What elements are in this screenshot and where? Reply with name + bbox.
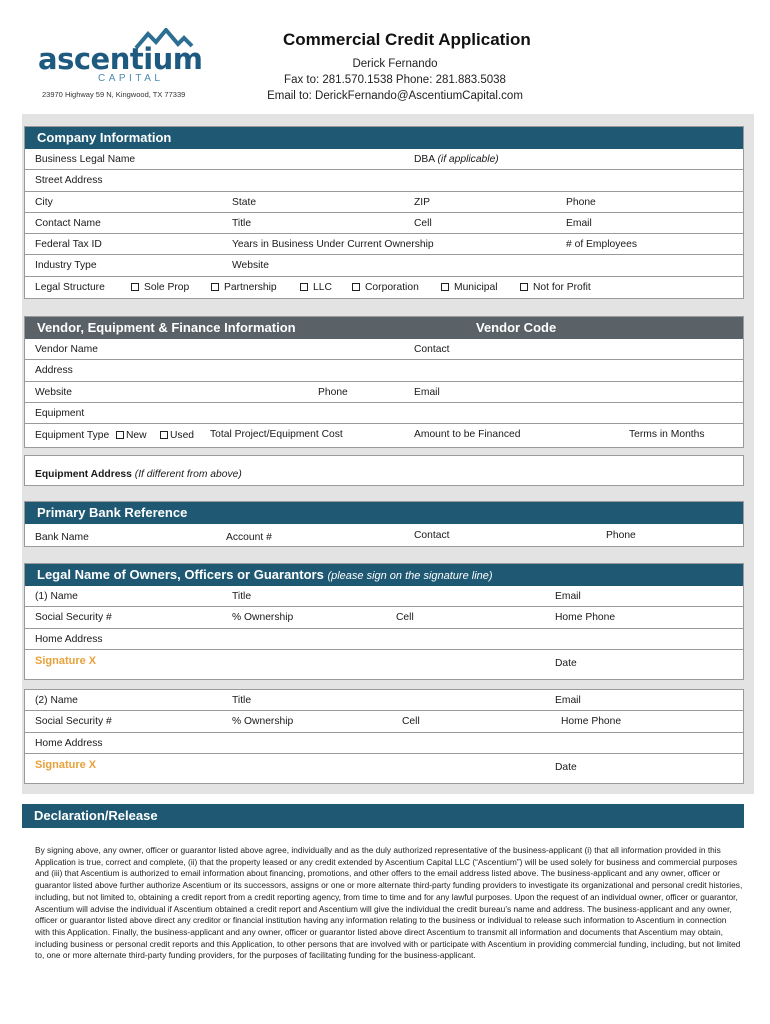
form-row[interactable] <box>25 524 743 546</box>
owner1-signature-label: Signature X <box>35 654 97 667</box>
owner2-name-label: (2) Name <box>35 695 78 706</box>
owner2-ssn-label: Social Security # <box>35 716 112 728</box>
form-row[interactable] <box>25 424 743 445</box>
dba-label: DBA (if applicable) <box>414 154 499 165</box>
checkbox-llc[interactable]: LLC <box>300 282 332 293</box>
checkbox-icon[interactable] <box>131 283 139 291</box>
total-cost-label: Total Project/Equipment Cost <box>210 429 343 441</box>
checkbox-icon[interactable] <box>520 283 528 291</box>
equipment-label: Equipment <box>35 407 85 419</box>
ascentium-logo <box>38 28 203 88</box>
form-row[interactable] <box>25 586 743 607</box>
owner1-title-label: Title <box>232 591 252 602</box>
cell-label: Cell <box>414 217 432 229</box>
owner1-ssn-label: Social Security # <box>35 612 112 624</box>
equipment-type-label: Equipment Type <box>35 430 110 442</box>
form-row[interactable] <box>25 733 743 754</box>
fax-phone: Fax to: 281.570.1538 Phone: 281.883.5038 <box>284 74 506 86</box>
owner2-title-label: Title <box>232 695 252 706</box>
vendor-website-label: Website <box>35 386 73 398</box>
form-row[interactable] <box>25 690 743 711</box>
years-in-business-label: Years in Business Under Current Ownership <box>232 239 434 251</box>
owner1-home-phone-label: Home Phone <box>555 612 616 624</box>
industry-type-label: Industry Type <box>35 260 97 272</box>
declaration-heading: Declaration/Release <box>22 804 744 828</box>
owner2-email-label: Email <box>555 695 581 706</box>
phone-label: Phone <box>566 196 596 208</box>
company-address: 23970 Highway 59 N, Kingwood, TX 77339 <box>42 90 186 99</box>
checkbox-icon[interactable] <box>352 283 360 291</box>
equipment-address-section[interactable] <box>24 455 744 486</box>
owner1-ownership-label: % Ownership <box>232 612 294 624</box>
vendor-section <box>24 316 744 448</box>
owner1-date-label: Date <box>555 657 577 669</box>
account-label: Account # <box>226 532 272 543</box>
form-row[interactable] <box>25 711 743 732</box>
form-row[interactable] <box>25 255 743 276</box>
form-row[interactable] <box>25 403 743 424</box>
form-row[interactable] <box>25 754 743 781</box>
owner2-home-phone-label: Home Phone <box>561 716 622 728</box>
form-row[interactable] <box>25 170 743 191</box>
owner2-home-address-label: Home Address <box>35 737 103 749</box>
checkbox-icon[interactable] <box>116 431 124 439</box>
bank-name-label: Bank Name <box>35 532 89 543</box>
owner2-ownership-label: % Ownership <box>232 716 294 728</box>
city-label: City <box>35 196 53 208</box>
owners-section-heading: Legal Name of Owners, Officers or Guarantors (please sign on the signature line) <box>25 564 743 586</box>
form-row[interactable] <box>25 607 743 628</box>
bank-contact-label: Contact <box>414 530 450 541</box>
vendor-contact-label: Contact <box>414 344 450 355</box>
owner2-date-label: Date <box>555 761 577 773</box>
zip-label: ZIP <box>414 196 431 208</box>
owners-section <box>24 563 744 680</box>
logo-subtitle: CAPITAL <box>98 73 164 84</box>
owner1-name-label: (1) Name <box>35 591 78 602</box>
checkbox-icon[interactable] <box>441 283 449 291</box>
form-row[interactable] <box>25 382 743 403</box>
checkbox-new[interactable]: New <box>116 430 147 441</box>
page-title: Commercial Credit Application <box>283 30 531 49</box>
owner1-cell-label: Cell <box>396 612 414 624</box>
checkbox-municipal[interactable]: Municipal <box>441 282 498 293</box>
checkbox-corporation[interactable]: Corporation <box>352 282 419 293</box>
form-row[interactable] <box>25 339 743 360</box>
vendor-email-label: Email <box>414 386 440 398</box>
owner2-section <box>24 689 744 784</box>
contact-name-label: Contact Name <box>35 217 101 229</box>
form-row[interactable] <box>25 234 743 255</box>
legal-structure-label: Legal Structure <box>35 281 105 293</box>
form-row[interactable] <box>25 360 743 381</box>
terms-label: Terms in Months <box>629 429 705 441</box>
vendor-heading-text: Vendor, Equipment & Finance Information <box>37 320 296 335</box>
owners-heading-note: (please sign on the signature line) <box>327 570 493 582</box>
checkbox-used[interactable]: Used <box>160 430 194 441</box>
state-label: State <box>232 196 257 208</box>
vendor-code-heading: Vendor Code <box>476 320 557 335</box>
owner1-home-address-label: Home Address <box>35 633 103 645</box>
vendor-name-label: Vendor Name <box>35 344 98 355</box>
vendor-address-label: Address <box>35 365 73 377</box>
tax-id-label: Federal Tax ID <box>35 239 102 251</box>
form-row[interactable] <box>25 650 743 677</box>
bank-section <box>24 501 744 547</box>
website-label: Website <box>232 260 270 272</box>
form-row <box>25 277 743 298</box>
amount-financed-label: Amount to be Financed <box>414 429 521 441</box>
form-row[interactable] <box>25 629 743 650</box>
business-legal-name-label: Business Legal Name <box>35 154 136 165</box>
bank-section-heading: Primary Bank Reference <box>25 502 743 524</box>
contact-email[interactable]: Email to: DerickFernando@AscentiumCapital.com <box>267 90 523 102</box>
page-header <box>0 0 770 112</box>
bank-phone-label: Phone <box>606 530 636 541</box>
checkbox-not-for-profit[interactable]: Not for Profit <box>520 282 591 293</box>
company-section-heading: Company Information <box>25 127 743 149</box>
form-row[interactable] <box>25 213 743 234</box>
contact-name: Derick Fernando <box>352 58 438 70</box>
street-address-label: Street Address <box>35 175 103 187</box>
email-label: Email <box>566 217 592 229</box>
form-row[interactable] <box>25 149 743 170</box>
owner1-email-label: Email <box>555 591 581 602</box>
contact-block <box>250 56 540 104</box>
company-section <box>24 126 744 299</box>
vendor-section-heading <box>25 317 743 339</box>
declaration-text: By signing above, any owner, officer or guarantor listed above agree, individually and as the duly authorized representative of the business-applicant (i) that all information provided in this Application is true, correct and complete, (ii) that the property leased or any credit extended by Ascentium Capital LLC (“Ascentium”) will be used solely for business and commercial purposes and (iii) that Ascentium is authorized to email information about financing, promotions, and other offers to the email address listed above. The business-applicant and any owner, officer or guarantor listed above further authorize Ascentium or its successors, assigns or one or more alternate third-party funding providers to investigate its organizational and personal credit histories, including, but not limited to, obtaining a credit report from a credit reporting agency, from time to time and for any lawful purposes. Upon the request of an individual owner, officer or guarantor, Ascentium will advise the individual if Ascentium obtained a credit report and Ascentium will give the individual the credit bureau’s name and address. The business-applicant and any owner, officer or guarantor listed above direct any creditor or financial institution having any information relating to the business or individual to release such information to Ascentium in connection with this Application. Finally, the business-applicant and any owner, officer or guarantor listed above direct Ascentium to transmit all information and documents that Ascentium may obtain, including business or personal credit reports and this Application, to other persons that are involved with or participate with Ascentium in providing commercial funding, including, but not limited to, one or more alternate third-party funding providers, for the purposes of facilitating funding for the business-applicant. <box>35 845 743 961</box>
employees-label: # of Employees <box>566 239 637 251</box>
checkbox-icon[interactable] <box>211 283 219 291</box>
owner2-cell-label: Cell <box>402 716 420 728</box>
title-label: Title <box>232 217 252 229</box>
equipment-address-label: Equipment Address (If different from above) <box>35 469 242 480</box>
vendor-phone-label: Phone <box>318 386 348 398</box>
owner2-signature-label: Signature X <box>35 758 97 771</box>
form-row[interactable] <box>25 192 743 213</box>
checkbox-icon[interactable] <box>300 283 308 291</box>
checkbox-partnership[interactable]: Partnership <box>211 282 277 293</box>
checkbox-icon[interactable] <box>160 431 168 439</box>
logo-wordmark: ascentium <box>38 42 203 76</box>
checkbox-sole-prop[interactable]: Sole Prop <box>131 282 189 293</box>
